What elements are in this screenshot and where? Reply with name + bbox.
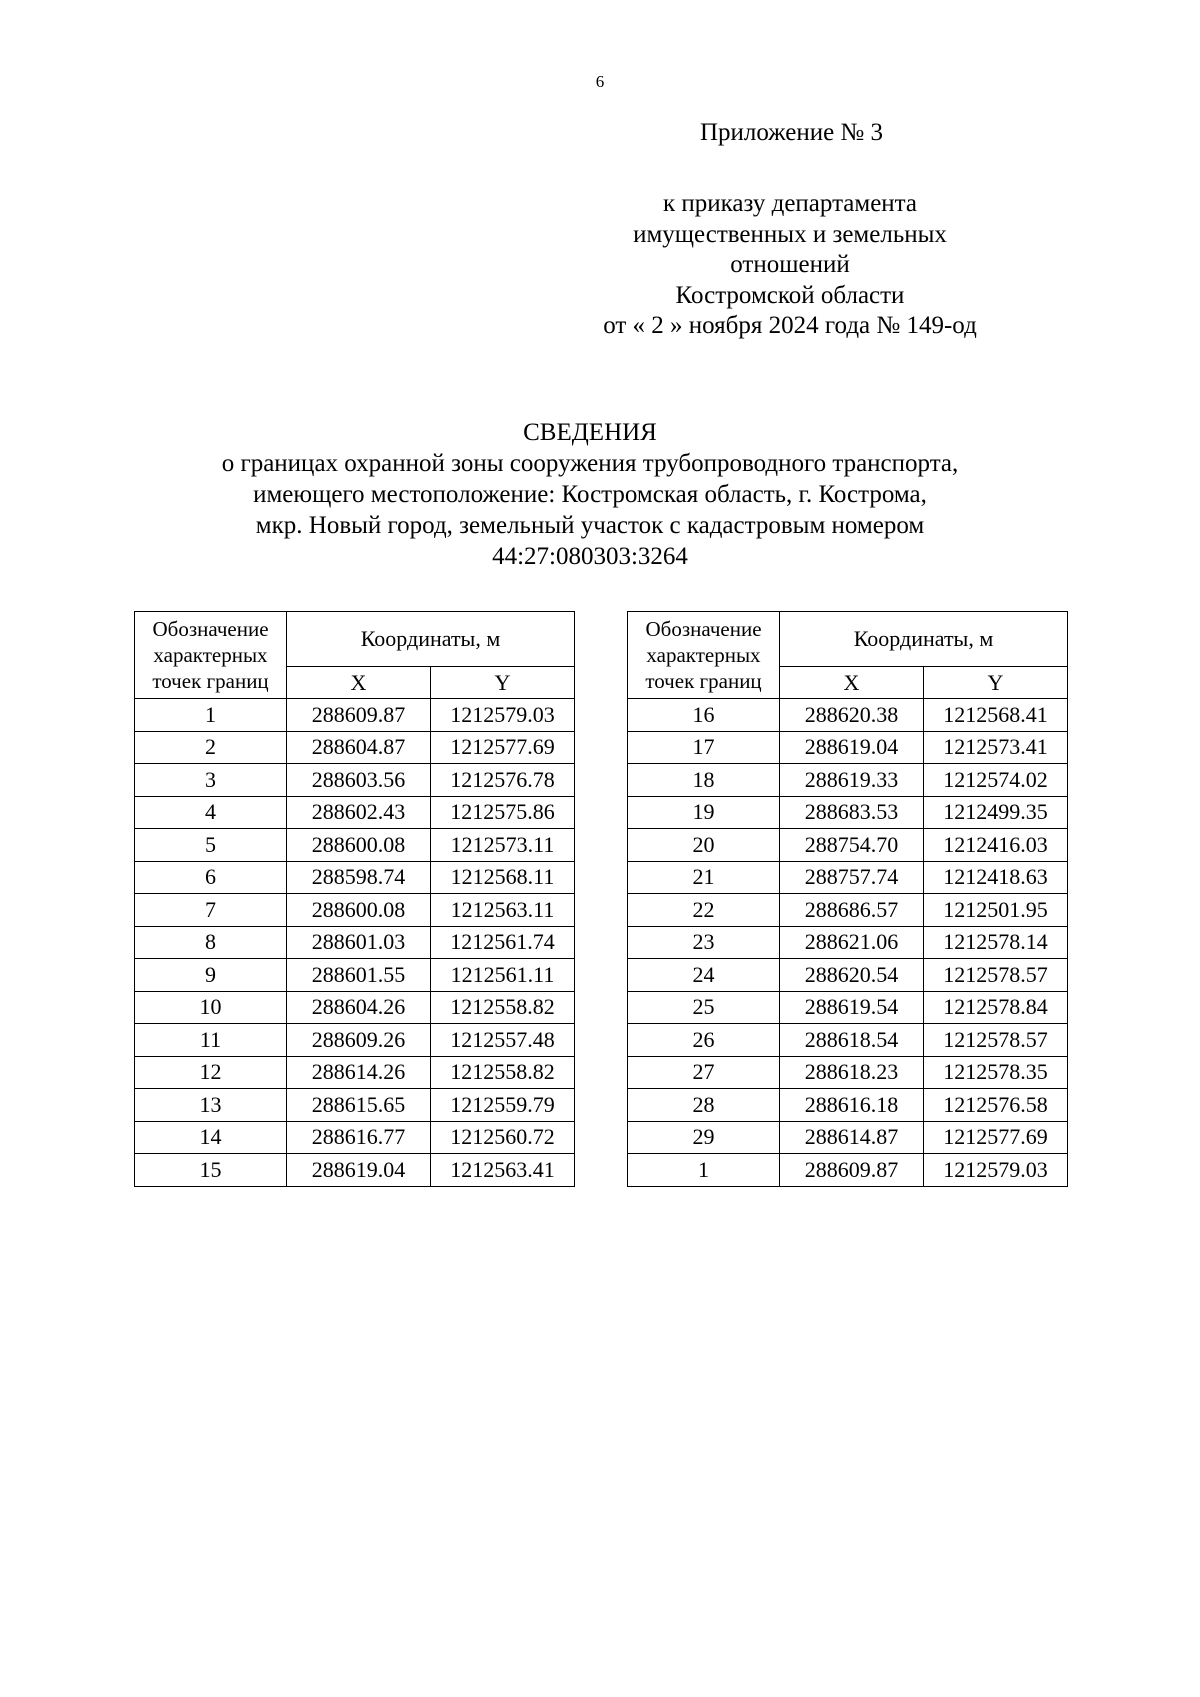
appendix-title: Приложение № 3	[700, 119, 884, 146]
x-coordinate-cell: 288604.26	[287, 991, 431, 1024]
table-row	[135, 861, 575, 894]
y-coordinate-cell: 1212579.03	[924, 1154, 1068, 1187]
table-row	[628, 1024, 1068, 1057]
x-coordinate-cell: 288602.43	[287, 796, 431, 829]
x-coordinate-cell: 288598.74	[287, 861, 431, 894]
x-coordinate-cell: 288619.54	[780, 991, 924, 1024]
y-coordinate-cell: 1212501.95	[924, 894, 1068, 927]
x-coordinate-cell: 288757.74	[780, 861, 924, 894]
order-reference-line: имущественных и земельных	[633, 220, 947, 248]
x-coordinate-cell: 288609.87	[287, 699, 431, 732]
point-number-cell: 2	[135, 731, 287, 764]
x-coordinate-cell: 288616.77	[287, 1121, 431, 1154]
x-coordinate-cell: 288619.33	[780, 764, 924, 797]
point-number-cell: 19	[628, 796, 780, 829]
point-number-cell: 5	[135, 829, 287, 862]
x-coordinate-cell: 288619.04	[780, 731, 924, 764]
point-number-cell: 12	[135, 1056, 287, 1089]
x-coordinate-cell: 288615.65	[287, 1089, 431, 1122]
y-coordinate-cell: 1212418.63	[924, 861, 1068, 894]
point-number-cell: 1	[628, 1154, 780, 1187]
point-number-cell: 16	[628, 699, 780, 732]
table-row	[628, 1056, 1068, 1089]
x-coordinate-cell: 288600.08	[287, 894, 431, 927]
table-row	[135, 764, 575, 797]
heading-line: о границах охранной зоны сооружения трубопроводного транспорта,	[221, 450, 959, 477]
x-header: X	[780, 667, 924, 699]
x-coordinate-cell: 288618.23	[780, 1056, 924, 1089]
x-coordinate-cell: 288604.87	[287, 731, 431, 764]
x-coordinate-cell: 288609.87	[780, 1154, 924, 1187]
table-row	[135, 894, 575, 927]
table-row	[628, 796, 1068, 829]
coordinates-header: Координаты, м	[780, 612, 1068, 667]
table-row	[628, 829, 1068, 862]
y-coordinate-cell: 1212563.41	[431, 1154, 575, 1187]
table-row	[135, 1056, 575, 1089]
y-coordinate-cell: 1212578.57	[924, 959, 1068, 992]
point-number-cell: 10	[135, 991, 287, 1024]
x-coordinate-cell: 288621.06	[780, 926, 924, 959]
table-row	[628, 731, 1068, 764]
x-coordinate-cell: 288618.54	[780, 1024, 924, 1057]
y-coordinate-cell: 1212557.48	[431, 1024, 575, 1057]
order-reference-line: к приказу департамента	[662, 190, 918, 217]
x-coordinate-cell: 288686.57	[780, 894, 924, 927]
y-coordinate-cell: 1212558.82	[431, 991, 575, 1024]
table-row	[135, 959, 575, 992]
point-number-cell: 25	[628, 991, 780, 1024]
point-number-cell: 28	[628, 1089, 780, 1122]
heading-line: 44:27:080303:3264	[492, 543, 688, 570]
x-coordinate-cell: 288754.70	[780, 829, 924, 862]
table-row	[135, 991, 575, 1024]
document-heading	[120, 417, 1060, 572]
point-number-cell: 26	[628, 1024, 780, 1057]
table-row	[135, 926, 575, 959]
point-number-cell: 3	[135, 764, 287, 797]
designation-header-line: Обозначение	[645, 617, 762, 641]
y-coordinate-cell: 1212573.11	[431, 829, 575, 862]
point-number-cell: 17	[628, 731, 780, 764]
order-reference-line: отношений	[730, 251, 850, 278]
y-coordinate-cell: 1212568.41	[924, 699, 1068, 732]
designation-header-line: характерных	[646, 643, 761, 667]
x-coordinate-cell: 288609.26	[287, 1024, 431, 1057]
table-row	[135, 1121, 575, 1154]
point-number-cell: 14	[135, 1121, 287, 1154]
y-coordinate-cell: 1212561.11	[431, 959, 575, 992]
y-coordinate-cell: 1212559.79	[431, 1089, 575, 1122]
point-number-cell: 24	[628, 959, 780, 992]
y-coordinate-cell: 1212416.03	[924, 829, 1068, 862]
order-reference-line: от « 2 » ноября 2024 года № 149-од	[603, 312, 977, 339]
point-number-cell: 6	[135, 861, 287, 894]
x-coordinate-cell: 288614.87	[780, 1121, 924, 1154]
designation-header-line: характерных	[153, 643, 268, 667]
heading-line: имеющего местоположение: Костромская область, г. Кострома,	[253, 481, 927, 508]
y-coordinate-cell: 1212561.74	[431, 926, 575, 959]
x-coordinate-cell: 288683.53	[780, 796, 924, 829]
y-coordinate-cell: 1212499.35	[924, 796, 1068, 829]
point-number-cell: 21	[628, 861, 780, 894]
designation-header	[135, 612, 287, 699]
point-number-cell: 13	[135, 1089, 287, 1122]
y-header: Y	[431, 667, 575, 699]
table-row	[135, 731, 575, 764]
designation-header	[628, 612, 780, 699]
table-row	[135, 1089, 575, 1122]
point-number-cell: 1	[135, 699, 287, 732]
y-header: Y	[924, 667, 1068, 699]
order-reference	[580, 189, 1000, 342]
y-coordinate-cell: 1212578.57	[924, 1024, 1068, 1057]
heading-title: СВЕДЕНИЯ	[523, 419, 657, 446]
coordinates-header: Координаты, м	[287, 612, 575, 667]
table-row	[628, 1089, 1068, 1122]
table-row	[135, 1154, 575, 1187]
heading-line: мкр. Новый город, земельный участок с кадастровым номером	[255, 512, 925, 539]
point-number-cell: 7	[135, 894, 287, 927]
y-coordinate-cell: 1212568.11	[431, 861, 575, 894]
x-coordinate-cell: 288600.08	[287, 829, 431, 862]
point-number-cell: 8	[135, 926, 287, 959]
x-coordinate-cell: 288614.26	[287, 1056, 431, 1089]
table-row	[628, 991, 1068, 1024]
table-row	[135, 829, 575, 862]
y-coordinate-cell: 1212573.41	[924, 731, 1068, 764]
designation-header-line: Обозначение	[152, 617, 269, 641]
table-row	[628, 861, 1068, 894]
designation-header-line: точек границ	[152, 669, 269, 693]
x-coordinate-cell: 288601.03	[287, 926, 431, 959]
point-number-cell: 27	[628, 1056, 780, 1089]
table-row	[628, 1121, 1068, 1154]
x-coordinate-cell: 288603.56	[287, 764, 431, 797]
point-number-cell: 23	[628, 926, 780, 959]
point-number-cell: 22	[628, 894, 780, 927]
y-coordinate-cell: 1212578.14	[924, 926, 1068, 959]
table-row	[135, 699, 575, 732]
x-header: X	[287, 667, 431, 699]
y-coordinate-cell: 1212574.02	[924, 764, 1068, 797]
coordinates-table-left	[134, 611, 575, 1187]
table-row	[135, 1024, 575, 1057]
y-coordinate-cell: 1212579.03	[431, 699, 575, 732]
coordinates-table-right	[627, 611, 1068, 1187]
y-coordinate-cell: 1212577.69	[431, 731, 575, 764]
x-coordinate-cell: 288616.18	[780, 1089, 924, 1122]
x-coordinate-cell: 288620.54	[780, 959, 924, 992]
y-coordinate-cell: 1212558.82	[431, 1056, 575, 1089]
page-number: 6	[595, 72, 605, 91]
table-row	[628, 764, 1068, 797]
table-row	[628, 959, 1068, 992]
designation-header-line: точек границ	[645, 669, 762, 693]
x-coordinate-cell: 288620.38	[780, 699, 924, 732]
point-number-cell: 11	[135, 1024, 287, 1057]
x-coordinate-cell: 288601.55	[287, 959, 431, 992]
y-coordinate-cell: 1212576.78	[431, 764, 575, 797]
point-number-cell: 20	[628, 829, 780, 862]
point-number-cell: 18	[628, 764, 780, 797]
x-coordinate-cell: 288619.04	[287, 1154, 431, 1187]
point-number-cell: 9	[135, 959, 287, 992]
y-coordinate-cell: 1212575.86	[431, 796, 575, 829]
table-row	[628, 699, 1068, 732]
point-number-cell: 15	[135, 1154, 287, 1187]
table-row	[628, 926, 1068, 959]
y-coordinate-cell: 1212578.35	[924, 1056, 1068, 1089]
table-row	[628, 1154, 1068, 1187]
order-reference-line: Костромской области	[675, 281, 905, 309]
point-number-cell: 4	[135, 796, 287, 829]
y-coordinate-cell: 1212563.11	[431, 894, 575, 927]
y-coordinate-cell: 1212577.69	[924, 1121, 1068, 1154]
y-coordinate-cell: 1212578.84	[924, 991, 1068, 1024]
y-coordinate-cell: 1212576.58	[924, 1089, 1068, 1122]
table-row	[135, 796, 575, 829]
table-row	[628, 894, 1068, 927]
y-coordinate-cell: 1212560.72	[431, 1121, 575, 1154]
point-number-cell: 29	[628, 1121, 780, 1154]
